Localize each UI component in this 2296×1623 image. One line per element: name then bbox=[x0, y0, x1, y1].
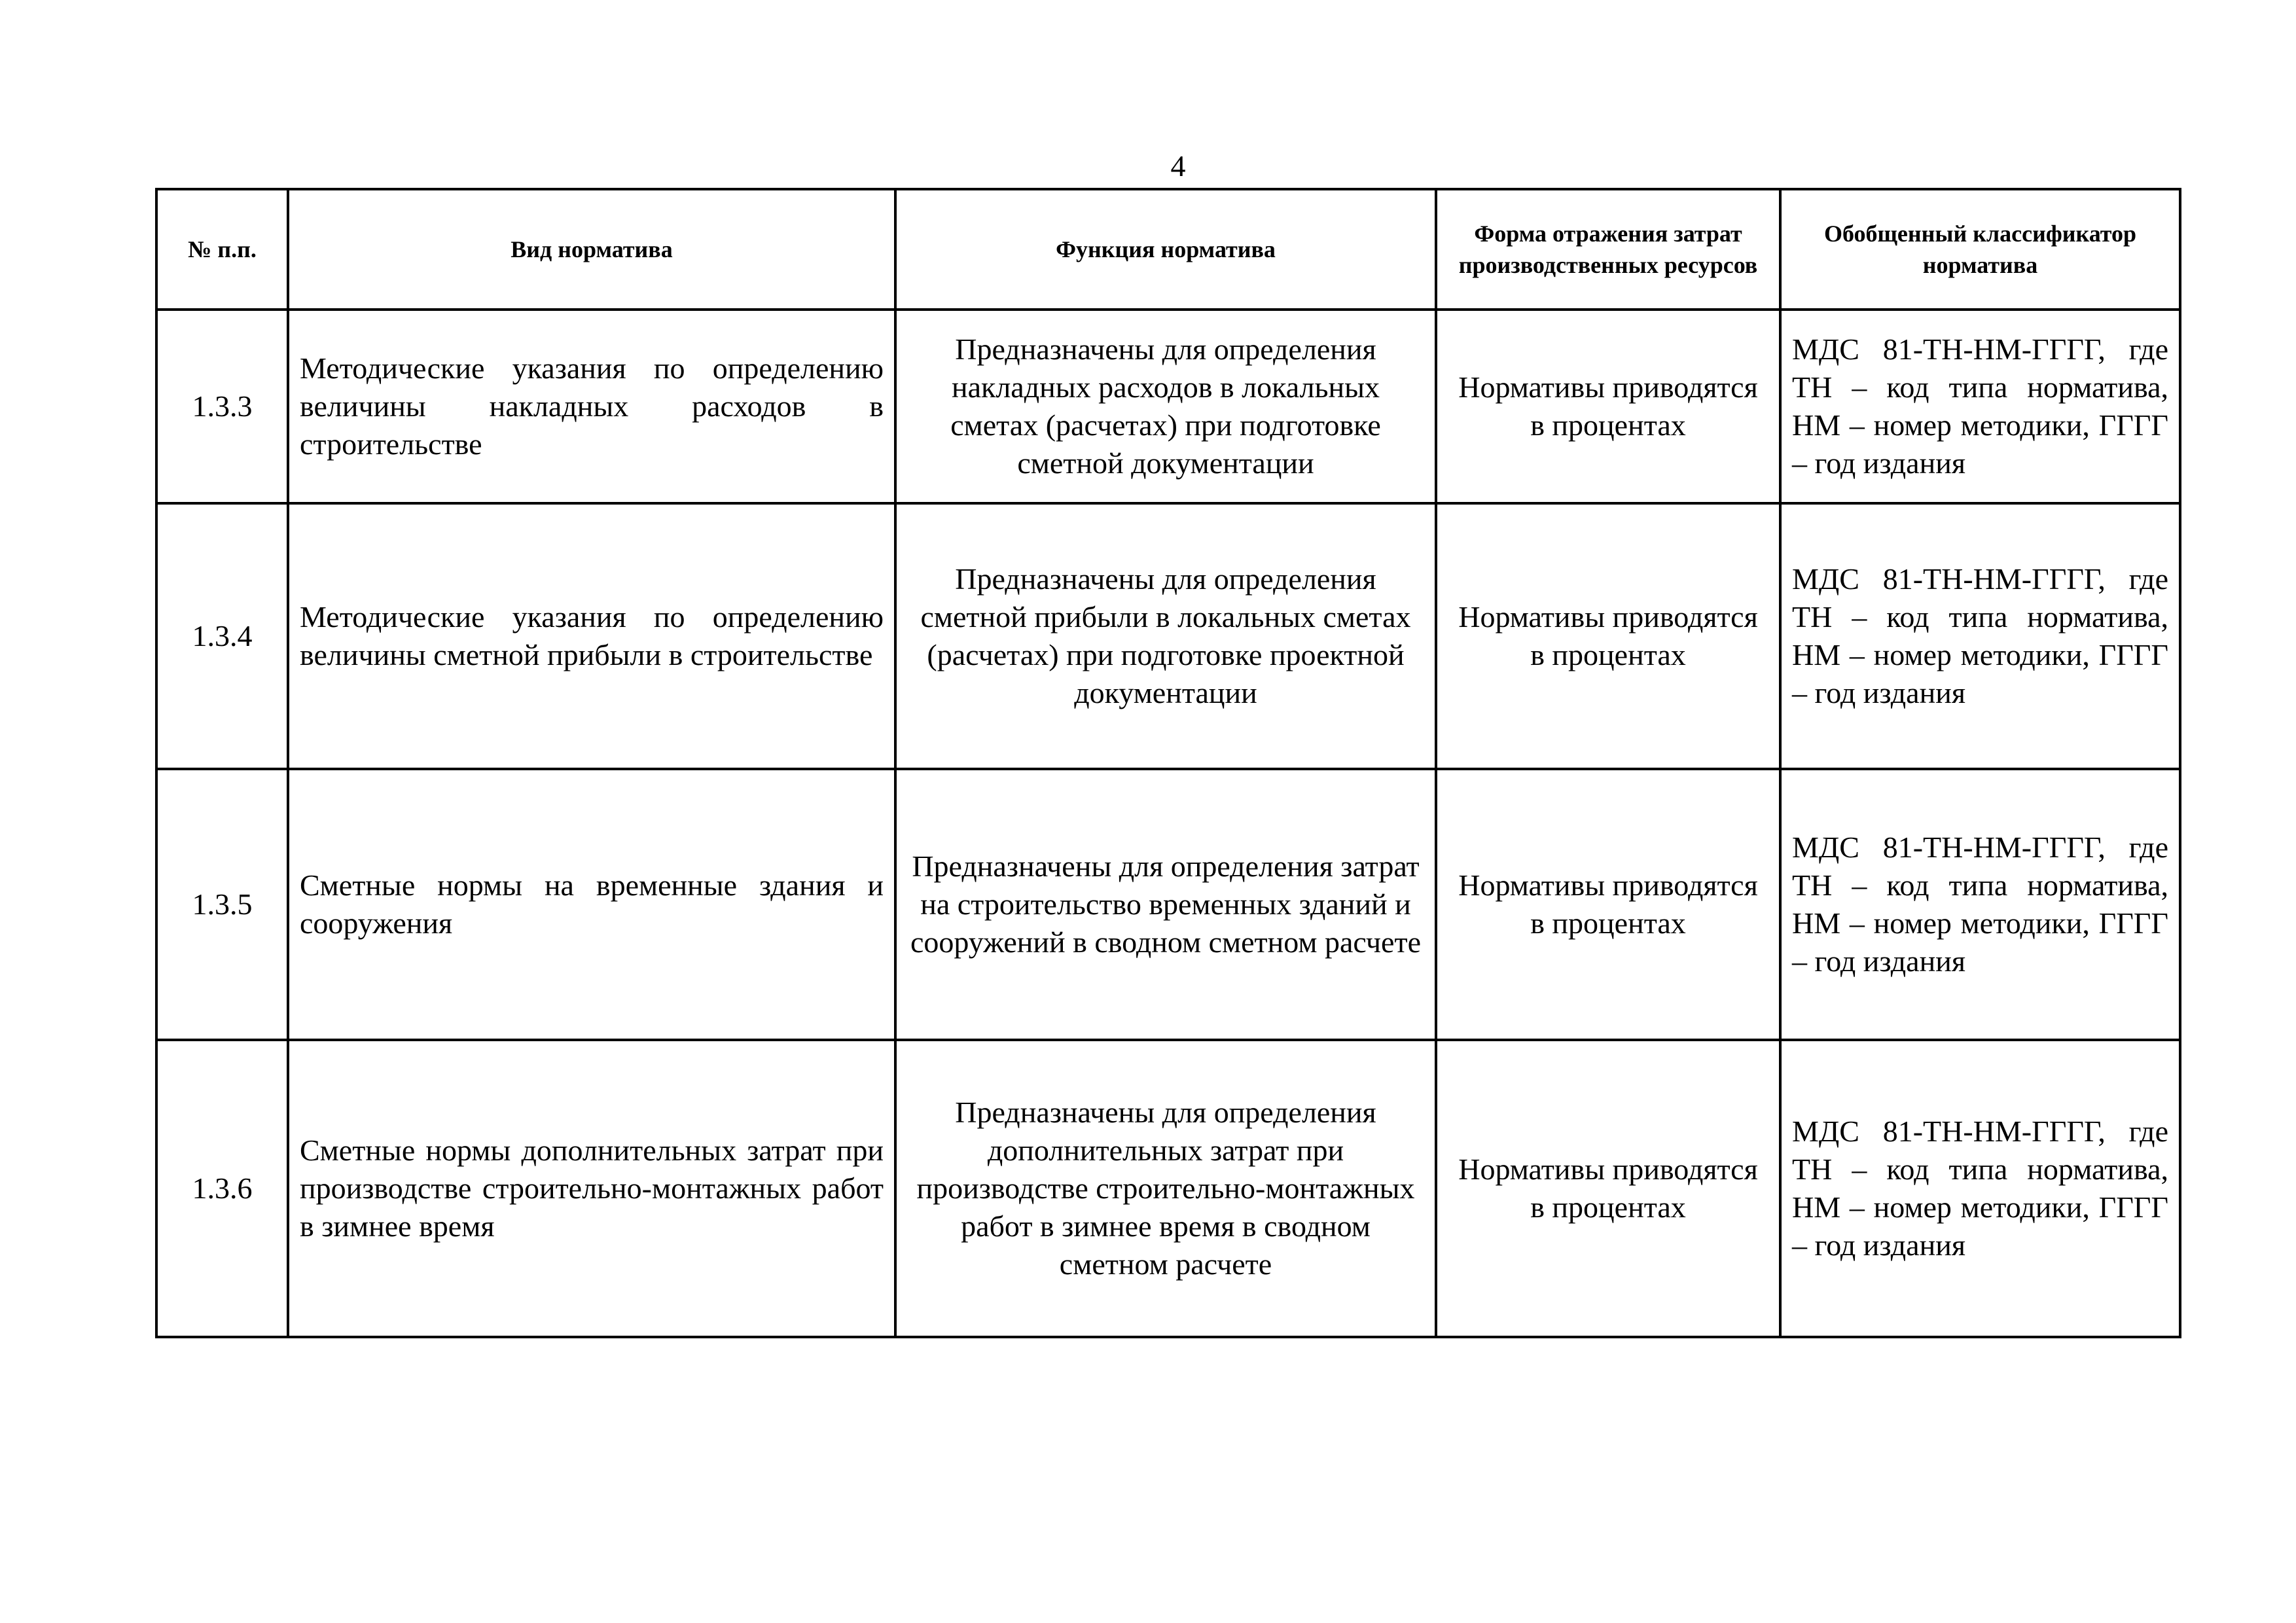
norm-type: Сметные нормы на временные здания и сооружения bbox=[288, 769, 895, 1040]
header-function: Функция норматива bbox=[895, 189, 1436, 310]
table-row bbox=[156, 503, 2180, 769]
header-num: № п.п. bbox=[156, 189, 288, 310]
norm-classifier: МДС 81-ТН-НМ-ГГГГ, где ТН – код типа норматива, НМ – номер методики, ГГГГ – год издания bbox=[1780, 1040, 2180, 1337]
page-number: 4 bbox=[1170, 149, 1186, 183]
norms-table bbox=[155, 188, 2181, 1338]
norm-type: Методические указания по определению величины накладных расходов в строительстве bbox=[288, 310, 895, 503]
norm-function: Предназначены для определения дополнительных затрат при производстве строительно-монтажных работ в зимнее время в сводном сметном расчете bbox=[895, 1040, 1436, 1337]
norm-classifier: МДС 81-ТН-НМ-ГГГГ, где ТН – код типа норматива, НМ – номер методики, ГГГГ – год издания bbox=[1780, 310, 2180, 503]
cost-form: Нормативы приводятся в процентах bbox=[1436, 1040, 1780, 1337]
norm-type: Сметные нормы дополнительных затрат при производстве строительно-монтажных работ в зимнее время bbox=[288, 1040, 895, 1337]
norm-function: Предназначены для определения накладных расходов в локальных сметах (расчетах) при подготовке сметной документации bbox=[895, 310, 1436, 503]
norm-type: Методические указания по определению величины сметной прибыли в строительстве bbox=[288, 503, 895, 769]
header-classifier: Обобщенный классификатор норматива bbox=[1780, 189, 2180, 310]
table-row bbox=[156, 769, 2180, 1040]
header-type: Вид норматива bbox=[288, 189, 895, 310]
norm-classifier: МДС 81-ТН-НМ-ГГГГ, где ТН – код типа норматива, НМ – номер методики, ГГГГ – год издания bbox=[1780, 503, 2180, 769]
row-number: 1.3.6 bbox=[156, 1040, 288, 1337]
table-header-row bbox=[156, 189, 2180, 310]
norm-function: Предназначены для определения сметной прибыли в локальных сметах (расчетах) при подготовке проектной документации bbox=[895, 503, 1436, 769]
row-number: 1.3.3 bbox=[156, 310, 288, 503]
row-number: 1.3.5 bbox=[156, 769, 288, 1040]
norm-function: Предназначены для определения затрат на строительство временных зданий и сооружений в сводном сметном расчете bbox=[895, 769, 1436, 1040]
header-form: Форма отражения затрат производственных ресурсов bbox=[1436, 189, 1780, 310]
cost-form: Нормативы приводятся в процентах bbox=[1436, 769, 1780, 1040]
table-row bbox=[156, 310, 2180, 503]
table-row bbox=[156, 1040, 2180, 1337]
cost-form: Нормативы приводятся в процентах bbox=[1436, 503, 1780, 769]
norm-classifier: МДС 81-ТН-НМ-ГГГГ, где ТН – код типа норматива, НМ – номер методики, ГГГГ – год издания bbox=[1780, 769, 2180, 1040]
row-number: 1.3.4 bbox=[156, 503, 288, 769]
cost-form: Нормативы приводятся в процентах bbox=[1436, 310, 1780, 503]
